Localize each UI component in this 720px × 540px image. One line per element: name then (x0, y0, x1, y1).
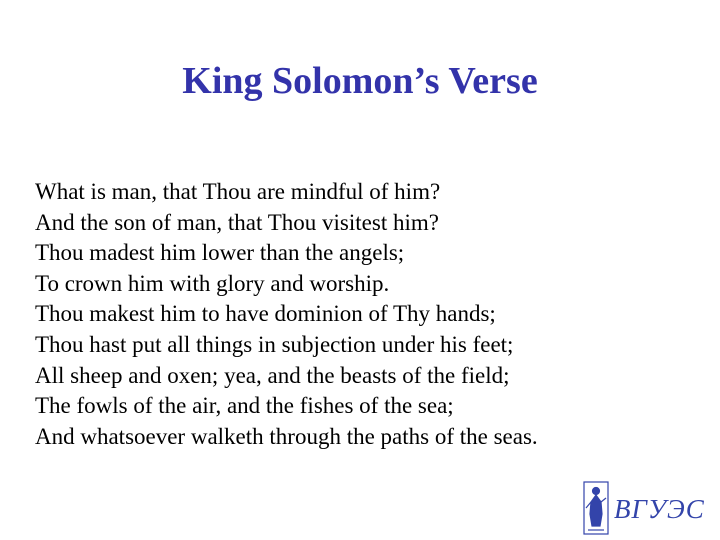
verse-line: Thou madest him lower than the angels; (35, 240, 405, 266)
verse-line: And the son of man, that Thou visitest him? (35, 209, 439, 235)
verse-line: The fowls of the air, and the fishes of the sea; (35, 393, 454, 419)
slide-title: King Solomon’s Verse (182, 60, 538, 102)
verse-line: To crown him with glory and worship. (35, 270, 390, 296)
verse-line: All sheep and oxen; yea, and the beasts of the field; (35, 362, 510, 388)
university-logo (578, 480, 708, 536)
verse-line: Thou makest him to have dominion of Thy hands; (35, 301, 496, 327)
verse-text (35, 177, 700, 452)
logo-text: ВГУЭС (614, 494, 705, 524)
verse-line: And whatsoever walketh through the paths of the seas. (35, 423, 538, 449)
statue-figure-icon (582, 480, 610, 536)
verse-line: What is man, that Thou are mindful of him? (35, 179, 441, 204)
verse-line: Thou hast put all things in subjection under his feet; (35, 331, 514, 357)
